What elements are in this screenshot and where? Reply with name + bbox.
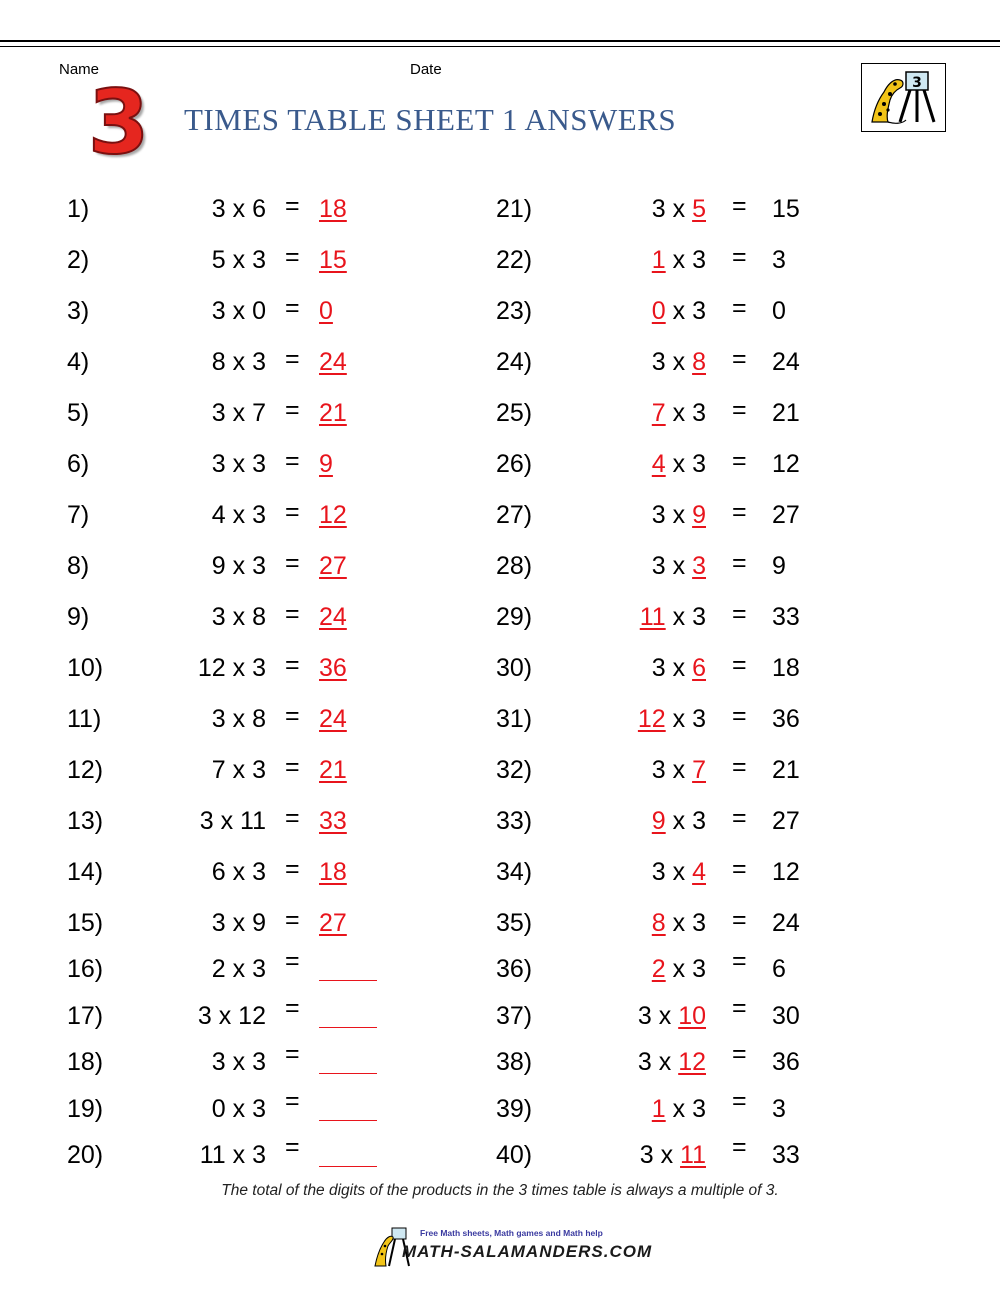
question-expression — [652, 1089, 706, 1129]
missing-factor-answer: 1 — [651, 246, 666, 274]
question-row — [496, 1135, 836, 1175]
question-number: 12) — [67, 756, 104, 784]
question-number: 27) — [496, 501, 533, 529]
question-row — [496, 342, 836, 382]
question-expression: 2 x 3 — [211, 955, 266, 983]
product-value: 3 — [772, 246, 786, 274]
product-value: 15 — [772, 195, 800, 223]
question-row — [496, 291, 836, 331]
equals-sign: = — [285, 192, 300, 220]
question-row — [496, 240, 836, 280]
question-expression — [652, 189, 706, 229]
product-value: 33 — [772, 1141, 800, 1169]
expression-part: x 3 — [665, 297, 706, 325]
equals-sign: = — [285, 447, 300, 475]
answer-blank[interactable] — [319, 1027, 377, 1028]
question-number: 1) — [67, 195, 90, 223]
question-number: 31) — [496, 705, 533, 733]
question-expression — [652, 546, 706, 586]
product-value: 3 — [772, 1094, 786, 1123]
question-row — [67, 993, 407, 1036]
question-number: 6) — [67, 450, 90, 478]
question-expression — [652, 444, 706, 484]
expression-part: 3 x — [651, 756, 693, 784]
missing-factor-answer: 9 — [692, 501, 706, 529]
question-expression: 3 x 8 — [211, 603, 266, 631]
question-number: 2) — [67, 246, 90, 274]
question-number: 24) — [496, 348, 533, 376]
question-number: 37) — [496, 1001, 533, 1030]
question-expression: 12 x 3 — [197, 654, 266, 682]
question-number: 20) — [67, 1141, 104, 1169]
missing-factor-answer: 7 — [692, 756, 706, 784]
missing-factor-answer: 4 — [651, 450, 666, 478]
missing-factor-answer: 11 — [680, 1141, 706, 1169]
question-number: 40) — [496, 1141, 533, 1169]
question-expression — [640, 597, 706, 637]
question-expression: 3 x 3 — [211, 450, 266, 478]
answer-value: 24 — [319, 348, 347, 376]
question-row — [67, 342, 407, 382]
expression-part: 3 x — [651, 552, 693, 580]
question-number: 15) — [67, 909, 104, 937]
missing-factor-answer: 5 — [692, 195, 706, 223]
missing-factor-answer: 10 — [678, 1001, 706, 1030]
question-row — [496, 444, 836, 484]
answer-value: 27 — [319, 552, 347, 580]
question-row — [67, 648, 407, 688]
question-expression — [652, 291, 706, 331]
question-number: 33) — [496, 807, 533, 835]
question-expression: 8 x 3 — [211, 348, 266, 376]
equals-sign: = — [285, 702, 300, 730]
question-row — [67, 903, 407, 943]
equals-sign: = — [285, 345, 300, 373]
question-expression: 4 x 3 — [211, 501, 266, 529]
question-row — [67, 240, 407, 280]
equals-sign: = — [732, 651, 747, 679]
question-number: 14) — [67, 858, 104, 886]
answer-blank[interactable] — [319, 1166, 377, 1167]
missing-factor-answer: 9 — [651, 807, 666, 835]
question-number: 11) — [67, 705, 102, 733]
expression-part: x 3 — [665, 807, 706, 835]
question-number: 38) — [496, 1048, 533, 1076]
question-number: 22) — [496, 246, 533, 274]
answer-value: 27 — [319, 909, 347, 937]
question-number: 18) — [67, 1048, 104, 1076]
equals-sign: = — [732, 447, 747, 475]
question-row — [67, 393, 407, 433]
equals-sign: = — [285, 549, 300, 577]
missing-factor-answer: 1 — [651, 1094, 666, 1123]
question-expression: 3 x 11 — [199, 807, 266, 835]
product-value: 18 — [772, 654, 800, 682]
equals-sign: = — [732, 243, 747, 271]
question-row — [496, 495, 836, 535]
product-value: 9 — [772, 552, 786, 580]
expression-part: 3 x — [651, 858, 693, 886]
question-expression: 3 x 9 — [211, 909, 266, 937]
question-row — [496, 393, 836, 433]
equals-sign: = — [732, 498, 747, 526]
question-row — [67, 444, 407, 484]
question-row — [496, 852, 836, 892]
question-number: 13) — [67, 807, 104, 835]
question-row — [67, 699, 407, 739]
answer-value: 18 — [319, 858, 347, 886]
answer-value: 36 — [319, 654, 347, 682]
question-row — [67, 597, 407, 637]
question-number: 21) — [496, 195, 533, 223]
question-row — [496, 648, 836, 688]
question-expression: 9 x 3 — [211, 552, 266, 580]
equals-sign: = — [285, 600, 300, 628]
expression-part: x 3 — [665, 399, 706, 427]
equals-sign: = — [732, 345, 747, 373]
expression-part: 3 x — [637, 1048, 679, 1076]
question-expression — [652, 852, 706, 892]
question-expression — [638, 996, 706, 1036]
question-row — [496, 993, 836, 1036]
product-value: 24 — [772, 348, 800, 376]
question-expression: 5 x 3 — [211, 246, 266, 274]
answer-value: 9 — [319, 450, 333, 478]
equals-sign: = — [732, 993, 747, 1022]
question-expression — [652, 801, 706, 841]
question-row — [496, 189, 836, 229]
question-expression — [652, 949, 706, 989]
question-row — [496, 546, 836, 586]
equals-sign: = — [285, 906, 300, 934]
equals-sign: = — [285, 498, 300, 526]
question-expression — [652, 648, 706, 688]
expression-part: 3 x — [651, 654, 693, 682]
answer-value: 24 — [319, 705, 347, 733]
product-value: 12 — [772, 858, 800, 886]
expression-part: x 3 — [665, 1094, 706, 1123]
question-expression: 3 x 3 — [211, 1048, 266, 1076]
top-rule — [0, 40, 1000, 42]
product-value: 0 — [772, 297, 786, 325]
page-title: TIMES TABLE SHEET 1 ANSWERS — [184, 102, 677, 137]
equals-sign: = — [732, 396, 747, 424]
equals-sign: = — [285, 804, 300, 832]
question-number: 28) — [496, 552, 533, 580]
expression-part: x 3 — [665, 909, 706, 937]
footer-logo[interactable] — [372, 1226, 653, 1272]
date-label: Date — [410, 61, 442, 78]
question-number: 25) — [496, 399, 533, 427]
question-row — [67, 801, 407, 841]
question-expression — [652, 750, 706, 790]
equals-sign: = — [285, 651, 300, 679]
question-row — [67, 495, 407, 535]
equals-sign: = — [732, 1040, 747, 1068]
question-number: 8) — [67, 552, 90, 580]
answer-value: 18 — [319, 195, 347, 223]
question-number: 10) — [67, 654, 104, 682]
answer-value: 21 — [319, 399, 347, 427]
equals-sign: = — [285, 243, 300, 271]
question-row — [67, 189, 407, 229]
equals-sign: = — [732, 855, 747, 883]
product-value: 36 — [772, 1048, 800, 1076]
question-number: 30) — [496, 654, 533, 682]
equals-sign: = — [285, 294, 300, 322]
question-row — [67, 291, 407, 331]
missing-factor-answer: 12 — [678, 1048, 706, 1076]
question-number: 3) — [67, 297, 90, 325]
equals-sign: = — [732, 294, 747, 322]
expression-part: x 3 — [665, 450, 706, 478]
product-value: 27 — [772, 807, 800, 835]
answer-blank[interactable] — [319, 1120, 377, 1121]
missing-factor-answer: 12 — [637, 705, 666, 733]
answer-value: 33 — [319, 807, 347, 835]
equals-sign: = — [285, 947, 300, 975]
answer-value: 12 — [319, 501, 347, 529]
equals-sign: = — [732, 702, 747, 730]
equals-sign: = — [285, 753, 300, 781]
missing-factor-answer: 6 — [692, 654, 706, 682]
question-number: 7) — [67, 501, 90, 529]
question-number: 39) — [496, 1094, 533, 1123]
equals-sign: = — [732, 753, 747, 781]
question-number: 36) — [496, 955, 533, 983]
question-expression: 11 x 3 — [199, 1141, 266, 1169]
equals-sign: = — [732, 947, 747, 975]
footer-site-name: MATH-SALAMANDERS.COM — [402, 1242, 653, 1261]
equals-sign: = — [285, 396, 300, 424]
question-row — [67, 1086, 407, 1129]
question-row — [496, 801, 836, 841]
question-number: 26) — [496, 450, 533, 478]
product-value: 12 — [772, 450, 800, 478]
question-row — [496, 750, 836, 790]
footer-tagline: Free Math sheets, Math games and Math help — [420, 1228, 603, 1238]
equals-sign: = — [285, 993, 300, 1022]
question-expression — [652, 393, 706, 433]
question-row — [496, 1042, 836, 1082]
product-value: 6 — [772, 955, 786, 983]
question-row — [496, 597, 836, 637]
question-expression: 6 x 3 — [211, 858, 266, 886]
equals-sign: = — [732, 804, 747, 832]
answer-blank[interactable] — [319, 980, 377, 981]
question-number: 4) — [67, 348, 90, 376]
question-expression — [638, 1042, 706, 1082]
product-value: 21 — [772, 756, 800, 784]
question-number: 9) — [67, 603, 90, 631]
footnote: The total of the digits of the products in the 3 times table is always a multiple of 3. — [221, 1182, 779, 1199]
question-expression — [652, 903, 706, 943]
svg-text:3: 3 — [912, 75, 922, 91]
equals-sign: = — [732, 1086, 747, 1115]
answer-blank[interactable] — [319, 1073, 377, 1074]
product-value: 30 — [772, 1001, 800, 1030]
expression-part: 3 x — [651, 195, 693, 223]
salamander-easel-logo-icon — [861, 63, 946, 132]
question-row — [67, 1135, 407, 1175]
expression-part: 3 x — [637, 1001, 679, 1030]
missing-factor-answer: 8 — [692, 348, 706, 376]
question-number: 16) — [67, 955, 104, 983]
question-row — [496, 903, 836, 943]
question-number: 17) — [67, 1001, 104, 1030]
equals-sign: = — [285, 1133, 300, 1161]
expression-part: 3 x — [639, 1141, 681, 1169]
question-number: 34) — [496, 858, 533, 886]
question-number: 35) — [496, 909, 533, 937]
expression-part: x 3 — [665, 246, 706, 274]
question-expression: 3 x 12 — [197, 1001, 266, 1030]
expression-part: x 3 — [665, 603, 706, 631]
missing-factor-answer: 3 — [692, 552, 706, 580]
missing-factor-answer: 4 — [692, 858, 706, 886]
question-expression: 7 x 3 — [211, 756, 266, 784]
equals-sign: = — [732, 192, 747, 220]
question-row — [496, 1086, 836, 1129]
question-number: 23) — [496, 297, 533, 325]
missing-factor-answer: 0 — [651, 297, 666, 325]
question-number: 5) — [67, 399, 90, 427]
product-value: 33 — [772, 603, 800, 631]
question-expression — [640, 1135, 706, 1175]
question-expression — [652, 240, 706, 280]
product-value: 36 — [772, 705, 800, 733]
question-row — [67, 750, 407, 790]
equals-sign: = — [732, 906, 747, 934]
question-expression — [638, 699, 706, 739]
question-row — [496, 699, 836, 739]
expression-part: 3 x — [651, 348, 693, 376]
equals-sign: = — [285, 855, 300, 883]
question-expression: 3 x 7 — [211, 399, 266, 427]
top-rule-thin — [0, 46, 1000, 47]
equals-sign: = — [285, 1086, 300, 1115]
question-row — [67, 546, 407, 586]
question-expression: 3 x 0 — [211, 297, 266, 325]
question-row — [67, 1042, 407, 1082]
question-expression — [652, 495, 706, 535]
product-value: 27 — [772, 501, 800, 529]
answer-value: 24 — [319, 603, 347, 631]
question-number: 32) — [496, 756, 533, 784]
big-number-3: 3 — [88, 71, 150, 174]
answer-value: 21 — [319, 756, 347, 784]
expression-part: 3 x — [651, 501, 693, 529]
question-number: 29) — [496, 603, 533, 631]
missing-factor-answer: 2 — [651, 955, 666, 983]
question-row — [496, 949, 836, 989]
product-value: 21 — [772, 399, 800, 427]
missing-factor-answer: 8 — [651, 909, 666, 937]
question-expression: 3 x 6 — [211, 195, 266, 223]
question-row — [67, 852, 407, 892]
question-row — [67, 949, 407, 989]
missing-factor-answer: 7 — [651, 399, 666, 427]
question-expression — [652, 342, 706, 382]
question-expression: 0 x 3 — [211, 1094, 266, 1123]
equals-sign: = — [732, 600, 747, 628]
question-number: 19) — [67, 1094, 104, 1123]
equals-sign: = — [732, 549, 747, 577]
answer-value: 0 — [319, 297, 333, 325]
expression-part: x 3 — [665, 955, 706, 983]
name-label: Name — [59, 61, 100, 78]
product-value: 24 — [772, 909, 800, 937]
equals-sign: = — [285, 1040, 300, 1068]
question-expression: 3 x 8 — [211, 705, 266, 733]
answer-value: 15 — [319, 246, 347, 274]
expression-part: x 3 — [665, 705, 706, 733]
missing-factor-answer: 11 — [639, 603, 666, 631]
equals-sign: = — [732, 1133, 747, 1161]
